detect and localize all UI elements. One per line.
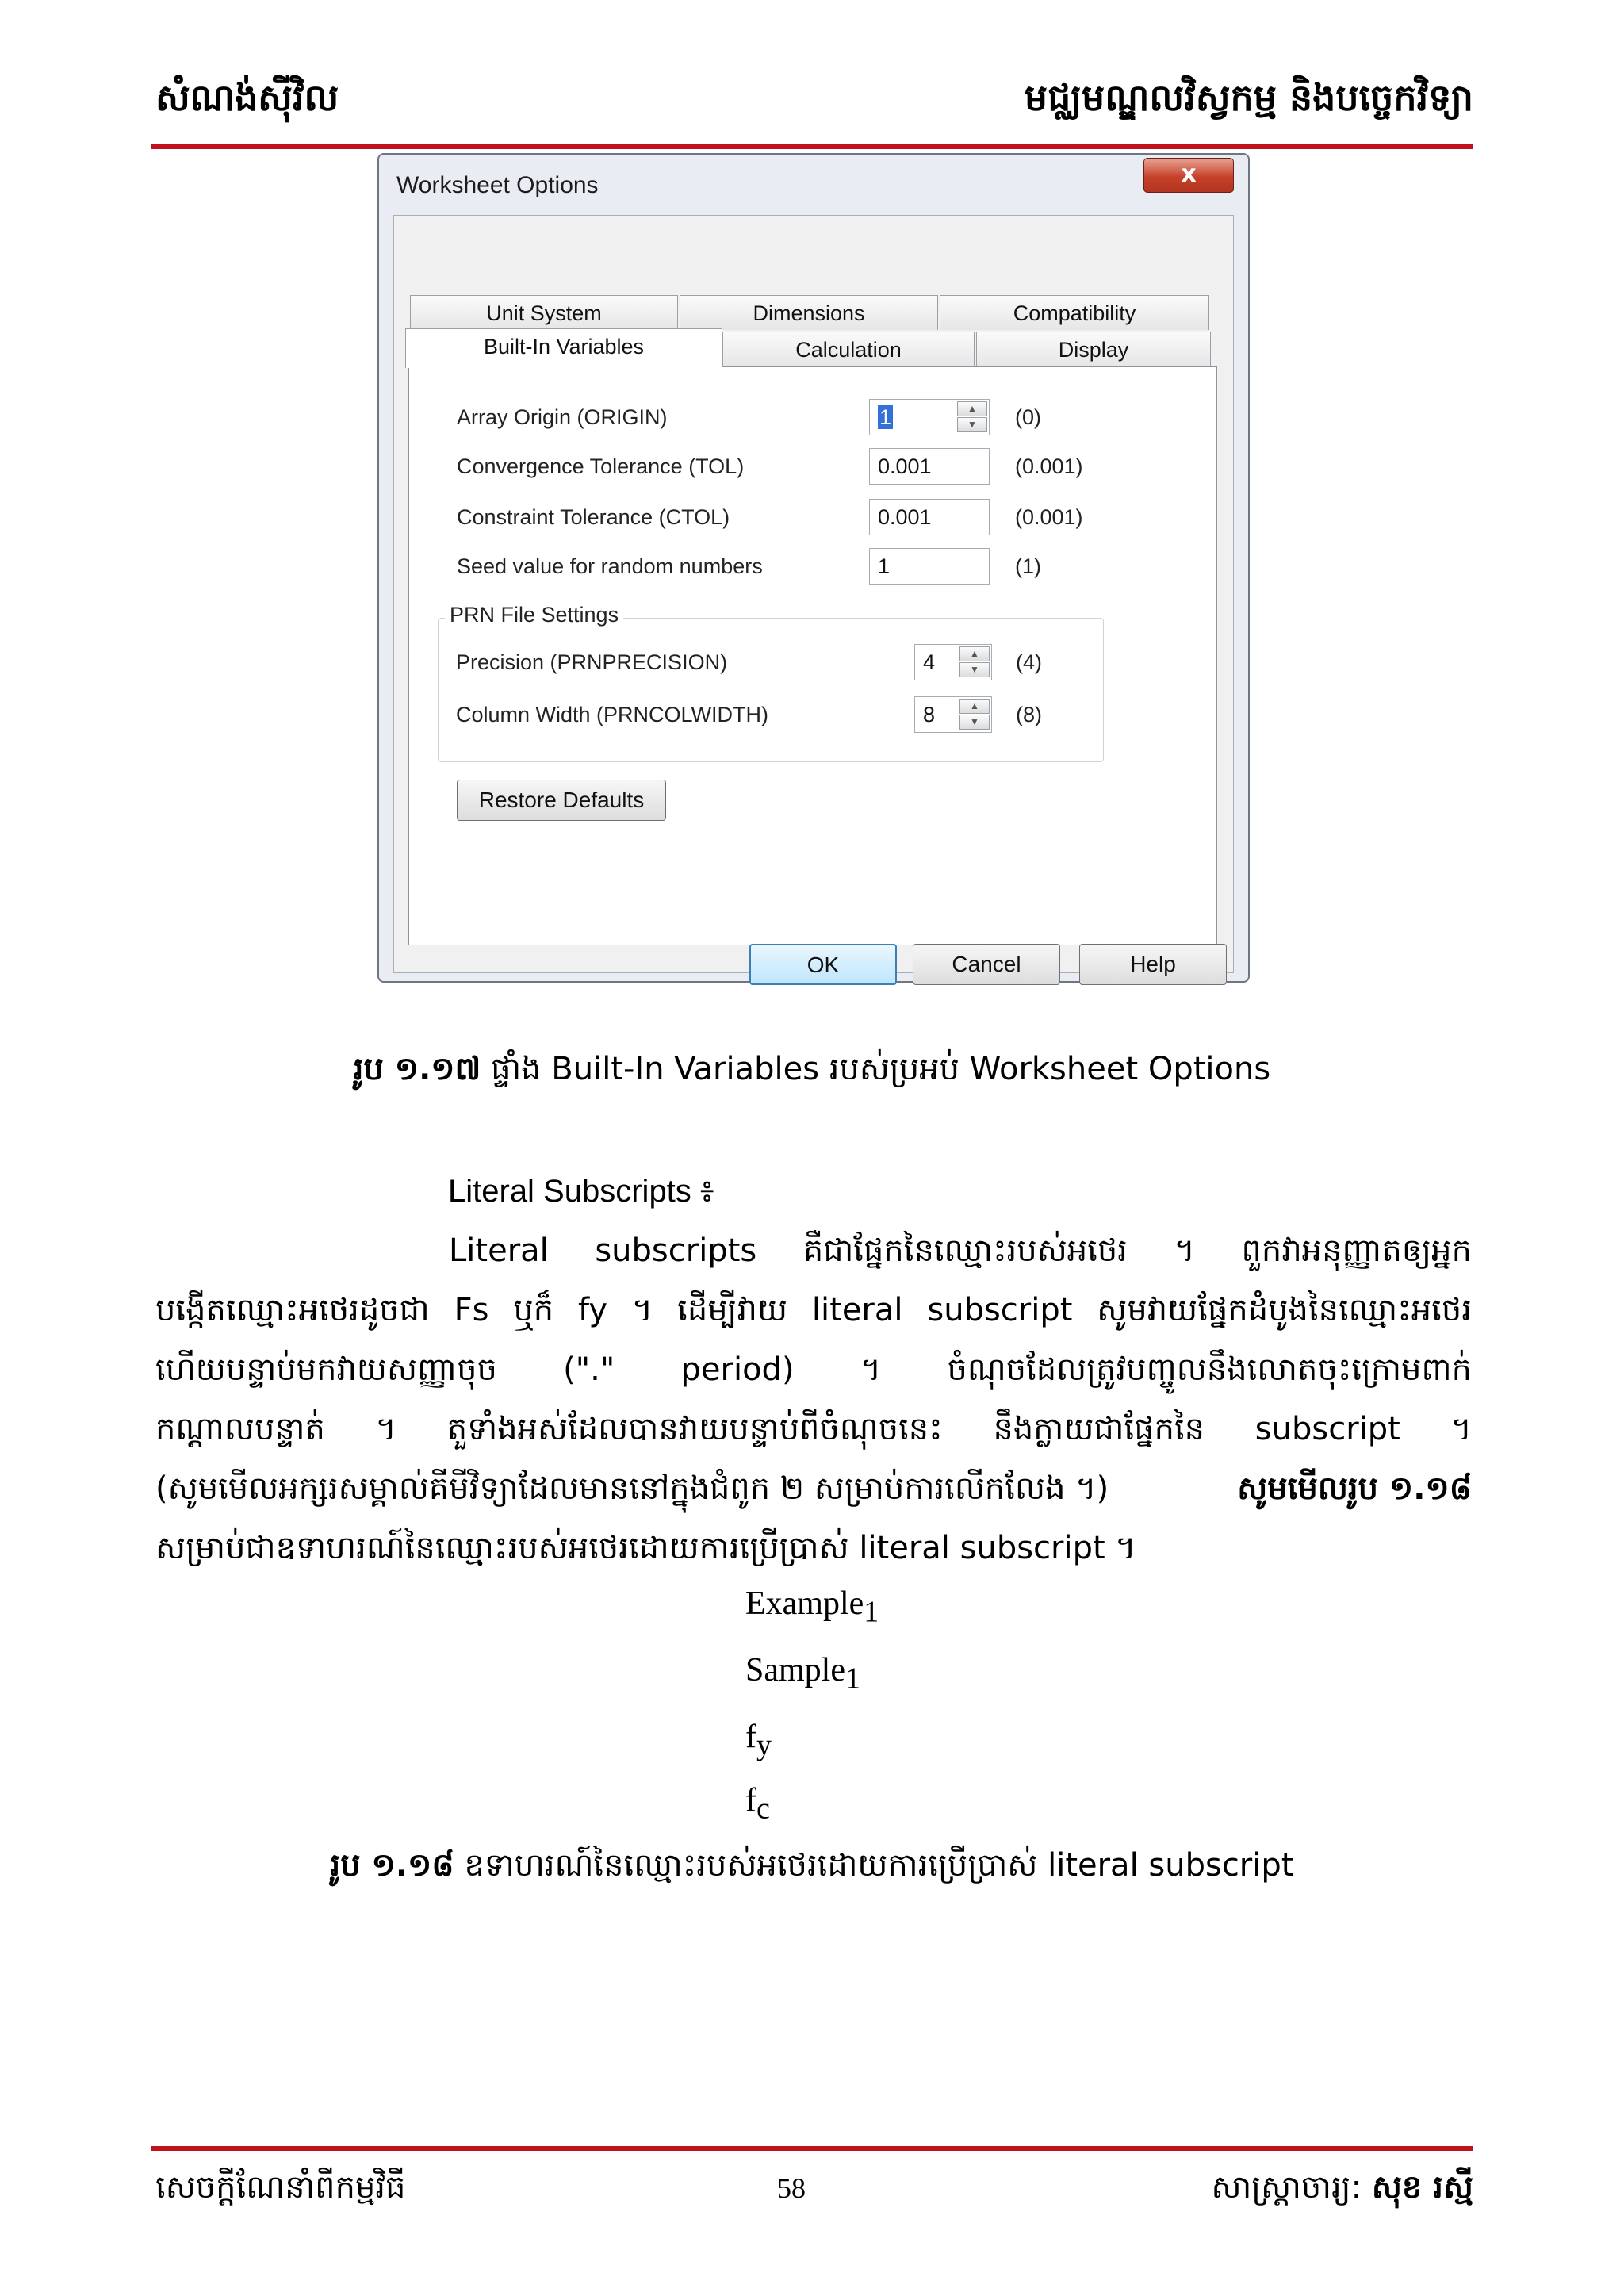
ctol-input[interactable]: 0.001 xyxy=(869,499,990,535)
restore-defaults-button[interactable]: Restore Defaults xyxy=(457,780,666,821)
paragraph-line-5: (សូមមើលអក្សរសម្គាល់គីមីវិទ្យាដែលមាននៅក្នុងជំពូក ២ សម្រាប់ការលើកលែង ។) សូមមើលរូប ១.១៨ xyxy=(155,1470,1472,1507)
spin-down-icon: ▼ xyxy=(959,715,990,730)
spin-up-icon: ▲ xyxy=(957,401,987,416)
column-width-label: Column Width (PRNCOLWIDTH) xyxy=(456,703,769,726)
seed-input[interactable]: 1 xyxy=(869,548,990,585)
seed-default: (1) xyxy=(1015,554,1041,578)
paragraph-line-3: ហើយបន្ទាប់មកវាយសញ្ញាចុច ("." period) ។ ចំណុចដែលត្រូវបញ្ចូលនឹងលោតចុះក្រោមពាក់ xyxy=(155,1351,1472,1388)
array-origin-label: Array Origin (ORIGIN) xyxy=(457,405,668,429)
figure-caption-2 xyxy=(0,1845,1624,1892)
spin-up-icon: ▲ xyxy=(959,699,990,714)
dialog-body xyxy=(393,215,1234,977)
header-rule xyxy=(151,144,1473,149)
array-origin-input[interactable]: 1 ▲ ▼ xyxy=(869,399,990,435)
ctol-label: Constraint Tolerance (CTOL) xyxy=(457,505,730,529)
worksheet-options-dialog xyxy=(377,153,1250,983)
header-right: មជ្ឈមណ្ឌលវិស្វកម្ម និងបច្ចេកវិទ្យា xyxy=(1024,76,1473,119)
ok-button[interactable]: OK xyxy=(749,944,897,985)
help-button[interactable]: Help xyxy=(1079,944,1227,985)
precision-spinner[interactable] xyxy=(959,646,990,679)
tab-unit-system[interactable]: Unit System xyxy=(410,295,678,330)
tab-built-in-variables[interactable]: Built-In Variables xyxy=(405,328,722,368)
example-name-3: $f_y$ xyxy=(745,1719,772,1762)
cancel-button[interactable]: Cancel xyxy=(913,944,1060,985)
tab-display[interactable]: Display xyxy=(976,332,1211,366)
tol-default: (0.001) xyxy=(1015,454,1083,478)
footer-right: សាស្ត្រាចារ្យ: សុខ រស្មី xyxy=(1211,2169,1473,2206)
spin-up-icon: ▲ xyxy=(959,646,990,661)
built-in-variables-panel xyxy=(408,366,1217,945)
prn-group-title: PRN File Settings xyxy=(445,603,623,627)
precision-default: (4) xyxy=(1016,650,1042,674)
footer-left: សេចក្ដីណែនាំពីកម្មវិធី xyxy=(155,2169,406,2206)
paragraph-line-6: សម្រាប់ជាឧទាហរណ៍នៃឈ្មោះរបស់អថេរដោយការប្រើប្រាស់ literal subscript ។ xyxy=(155,1530,1136,1566)
ctol-default: (0.001) xyxy=(1015,505,1083,529)
section-subheading: Literal Subscripts ៖ xyxy=(448,1174,714,1209)
array-origin-spinner[interactable] xyxy=(957,401,987,434)
paragraph-line-1: Literal subscripts គឺជាផ្នែកនៃឈ្មោះរបស់អថេរ ។ ពួកវាអនុញ្ញាតឲ្យអ្នក xyxy=(449,1232,1472,1269)
paragraph-line-4: កណ្ដាលបន្ទាត់ ។ តួទាំងអស់ដែលបានវាយបន្ទាប់ពីចំណុចនេះ នឹងក្លាយជាផ្នែកនៃ subscript ។ xyxy=(155,1411,1472,1447)
spin-down-icon: ▼ xyxy=(957,417,987,432)
column-width-spinner[interactable] xyxy=(959,698,990,731)
column-width-default: (8) xyxy=(1016,703,1042,726)
caption-1-prefix: រូប ១.១៧ xyxy=(353,1051,481,1087)
close-button[interactable]: x xyxy=(1143,158,1234,193)
figure-caption-1 xyxy=(0,1048,1624,1095)
column-width-input[interactable]: 8 ▲ ▼ xyxy=(914,696,992,733)
example-name-1: Example$_1$ xyxy=(745,1585,879,1629)
tab-compatibility[interactable]: Compatibility xyxy=(940,295,1209,330)
header-left: សំណង់ស៊ីវិល xyxy=(155,76,339,119)
paragraph-line-2: បង្កើតឈ្មោះអថេរដូចជា Fs ឬក៏ fy ។ ដើម្បីវាយ literal subscript សូមវាយផ្នែកដំបូងនៃឈ្មោះអថេរ xyxy=(155,1292,1472,1328)
caption-2-prefix: រូប ១.១៨ xyxy=(330,1847,454,1884)
footer-rule xyxy=(151,2146,1473,2151)
tol-label: Convergence Tolerance (TOL) xyxy=(457,454,745,478)
tol-input[interactable]: 0.001 xyxy=(869,448,990,485)
precision-label: Precision (PRNPRECISION) xyxy=(456,650,728,674)
example-name-4: $f_c$ xyxy=(745,1782,770,1826)
caption-2-text: ឧទាហរណ៍នៃឈ្មោះរបស់អថេរដោយការប្រើប្រាស់ literal subscript xyxy=(464,1847,1294,1884)
dialog-title: Worksheet Options xyxy=(396,172,599,198)
example-name-2: Sample$_1$ xyxy=(745,1652,860,1696)
seed-label: Seed value for random numbers xyxy=(457,554,763,578)
page-number: 58 xyxy=(777,2172,806,2204)
array-origin-default: (0) xyxy=(1015,405,1041,429)
tab-dimensions[interactable]: Dimensions xyxy=(680,295,938,330)
caption-1-text: ផ្ទាំង Built-In Variables របស់ប្រអប់ Worksheet Options xyxy=(491,1051,1271,1087)
spin-down-icon: ▼ xyxy=(959,662,990,677)
precision-input[interactable]: 4 ▲ ▼ xyxy=(914,644,992,680)
tab-calculation[interactable]: Calculation xyxy=(722,332,975,366)
prn-file-settings-group xyxy=(438,603,1104,762)
